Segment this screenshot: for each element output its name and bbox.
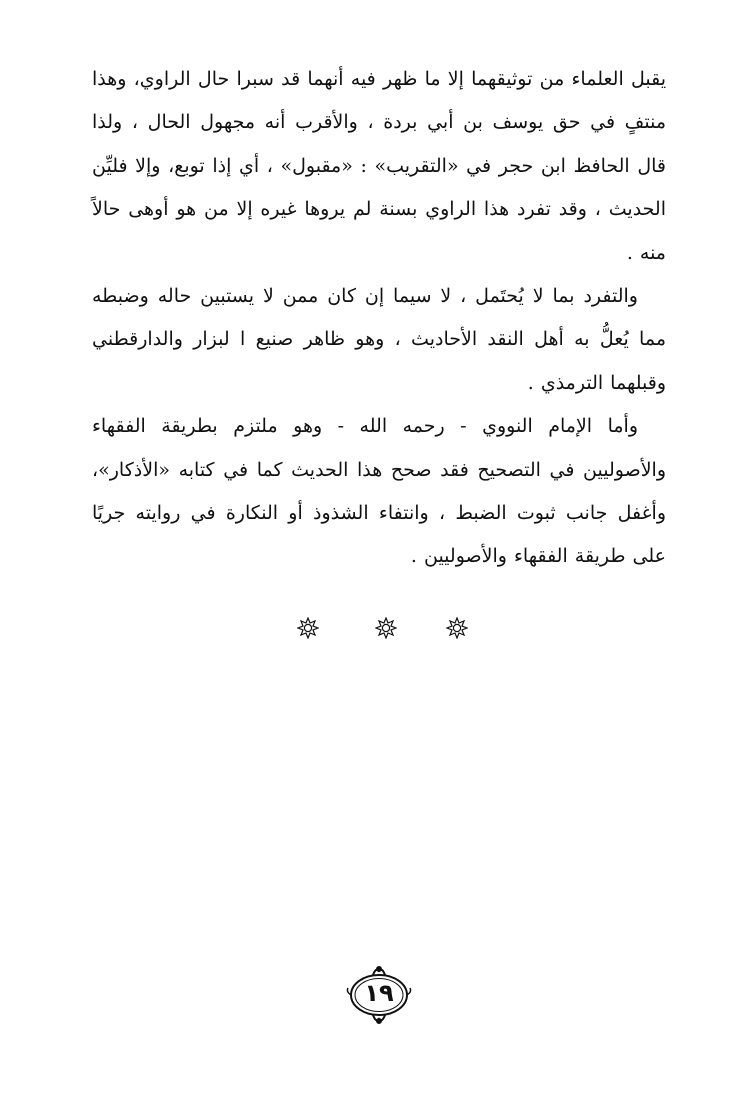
star-ornament-icon bbox=[375, 617, 397, 639]
paragraph-2: والتفرد بما لا يُحتَمل ، لا سيما إن كان ممن لا يستبين حاله وضبطه مما يُعلُّ به أهل النقد الأحاديث ، وهو ظاهر صنيع ا لبزار والدارقطني وقبلهما الترمذي . bbox=[92, 285, 666, 394]
section-divider-stars bbox=[0, 617, 753, 647]
paragraph-1: يقبل العلماء من توثيقهما إلا ما ظهر فيه أنهما قد سبرا حال الراوي، وهذا منتفٍ في حق يوسف بن أبي بردة ، والأقرب أنه مجهول الحال ، ولذا قال الحافظ ابن حجر في «التقريب» : «مقبول» ، أي إذا توبع، وإلا فليِّن الحديث ، وقد تفرد هذا الراوي بسنة لم يروها غيره إلا من هو أوهى حالاً منه . bbox=[92, 68, 666, 264]
paragraph-3: وأما الإمام النووي - رحمه الله - وهو ملتزم بطريقة الفقهاء والأصوليين في التصحيح فقد صحح هذا الحديث كما في كتابه «الأذكار»، وأغفل جانب ثبوت الضبط ، وانتفاء الشذوذ أو النكارة في روايته جريًا على طريقة الفقهاء والأصوليين . bbox=[92, 415, 666, 568]
body-text bbox=[92, 58, 666, 579]
star-ornament-icon bbox=[446, 617, 468, 639]
page-number-frame bbox=[343, 962, 415, 1028]
star-ornament-icon bbox=[297, 617, 319, 639]
page-number: ١٩ bbox=[364, 979, 394, 1007]
